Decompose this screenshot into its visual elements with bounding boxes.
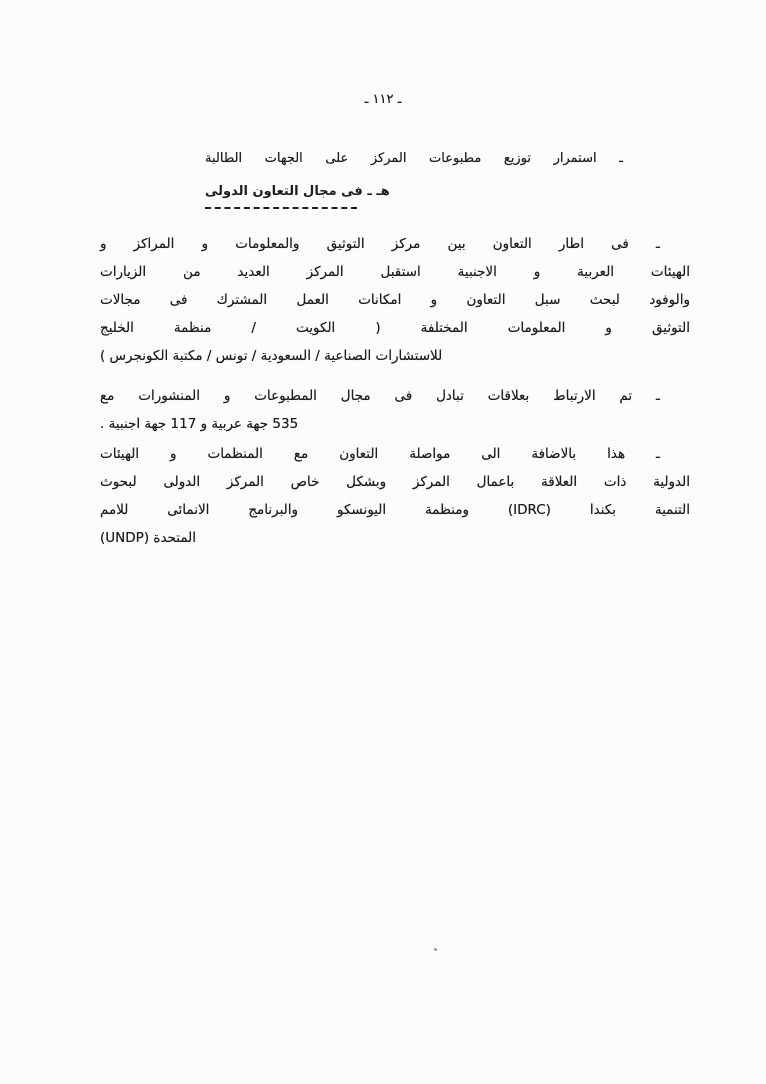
text-line: ـ فى اطار التعاون بين مركز التوثيق والمعلومات و المراكز و — [100, 236, 660, 252]
text-line: المتحدة (UNDP) — [100, 530, 196, 546]
paragraph-cooperation-visits — [100, 230, 690, 370]
text-line: الدولية ذات العلاقة باعمال المركز وبشكل خاص المركز الدولى لبحوث — [100, 474, 690, 490]
text-line: والوفود لبحث سبل التعاون و امكانات العمل المشترك فى مجالات — [100, 292, 690, 308]
text-line: ـ هذا بالاضافة الى مواصلة التعاون مع المنظمات و الهيئات — [100, 446, 660, 462]
text-line: الهيئات العربية و الاجنبية استقبل المركز العديد من الزيارات — [100, 264, 690, 280]
text-line: التوثيق و المعلومات المختلفة ( الكويت / منظمة الخليج — [100, 320, 690, 336]
page-number: ـ ١١٢ ـ — [364, 92, 402, 107]
section-heading-underline — [205, 207, 357, 209]
scan-speck — [434, 948, 437, 951]
paragraph-exchange-relations — [100, 382, 690, 438]
text-line: التنمية بكندا (IDRC) ومنظمة اليونسكو والبرنامج الانمائى للامم — [100, 502, 690, 518]
text-line: ـ تم الارتباط بعلاقات تبادل فى مجال المطبوعات و المنشورات مع — [100, 388, 660, 404]
text-line: 535 جهة عربية و 117 جهة اجنبية . — [100, 416, 299, 432]
section-heading: هـ ـ فى مجال التعاون الدولى — [205, 184, 390, 199]
text-line: للاستشارات الصناعية / السعودية / تونس / مكتبة الكونجرس ) — [100, 348, 443, 364]
list-item-publications-distribution: ـ استمرار توزيع مطبوعات المركز على الجهات الطالبة — [205, 151, 623, 166]
paragraph-international-organizations — [100, 440, 690, 552]
